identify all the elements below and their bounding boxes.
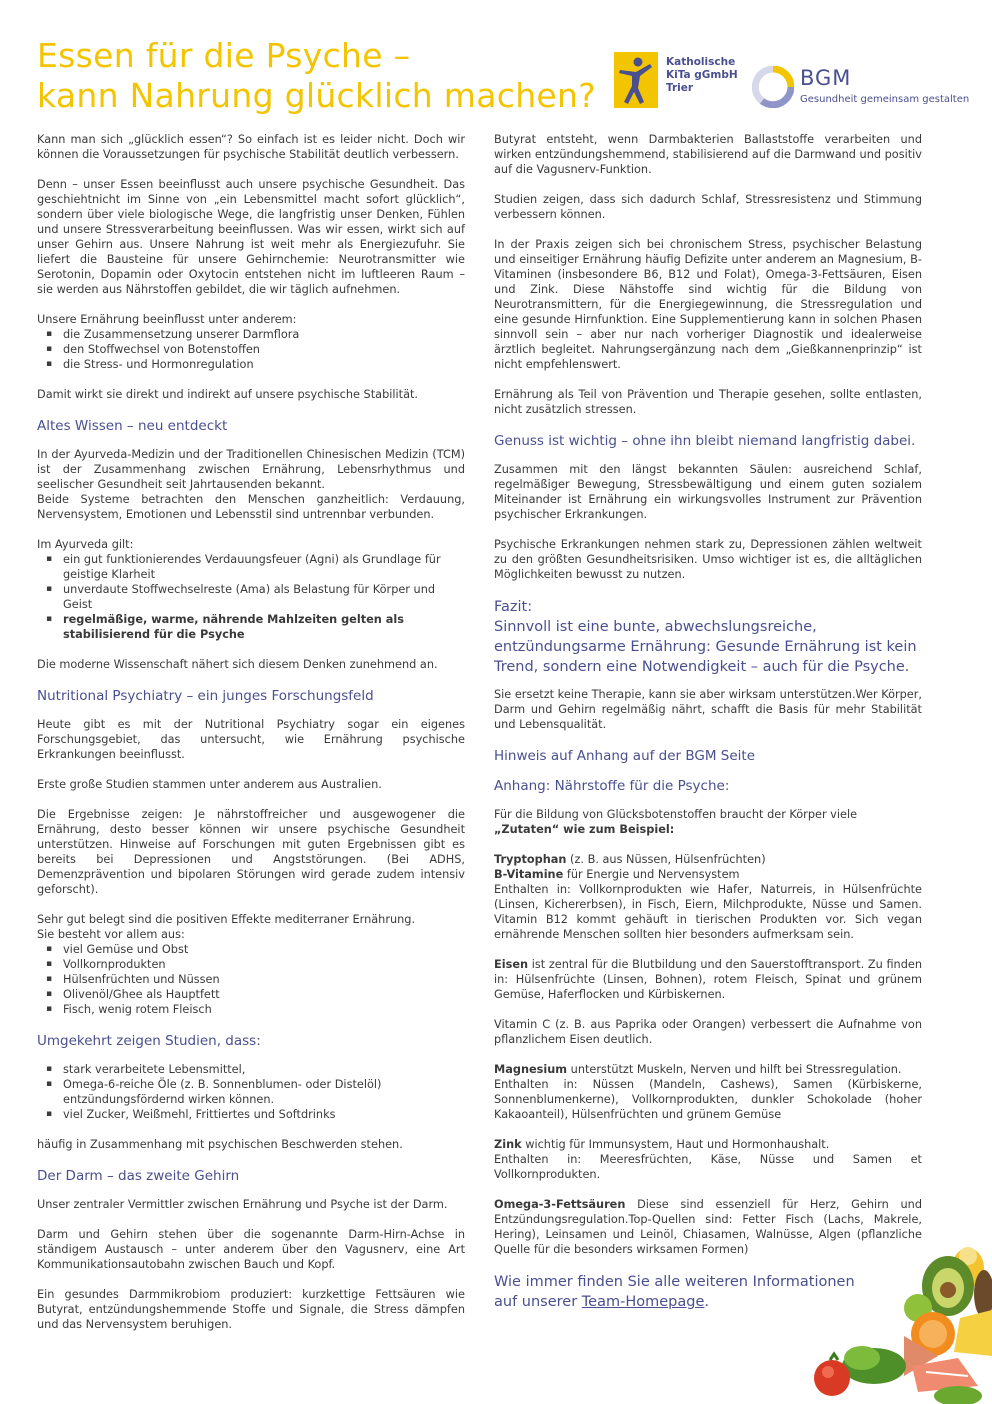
umgekehrt-list [37,1062,465,1122]
list-item: ▪ die Zusammensetzung unserer Darmflora [63,327,465,342]
anhang-intro-text: Für die Bildung von Glücksbotenstoffen braucht der Körper viele [494,808,858,821]
zink-text: wichtig für Immunsystem, Haut und Hormonhaushalt. [521,1138,830,1151]
intro-paragraph-1: Kann man sich „glücklich essen“? So einfach ist es leider nicht. Doch wir können die Voraussetzungen für psychische Stabilität deutlich verbessern. [37,133,465,161]
magnesium-label: Magnesium [494,1063,568,1076]
closing-line-1: Wie immer finden Sie alle weiteren Informationen [494,1274,855,1290]
magnesium-text: unterstützt Muskeln, Nerven und hilft bei Stressregulation. [567,1063,902,1076]
list-item: ▪ Olivenöl/Ghee als Hauptfett [63,987,465,1002]
list-item: ▪ Hülsenfrüchten und Nüssen [63,972,465,987]
praxis-paragraph: In der Praxis zeigen sich bei chronischem Stress, psychischer Belastung und einseitiger Ernährung häufig Defizite unter anderem an Magnesium, B-Vitaminen (insbesondere B6, B12 und Folat), Omega-3-Fettsäuren, Eisen und Zink. Diese Nähstoffe sind wichtig für die Bildung von Neurotransmittern, für die Energiegewinnung, die Stressregulation und eine gesunde Hirnfunktion. Eine Supplementierung kann in solchen Phasen sinnvoll sein – aber nur nach vorheriger Diagnostik und idealerweise ärztlich begleitet. Nahrungsergänzung nach dem „Gießkannenprinzip“ ist nicht empfehlenswert. [494,238,922,371]
list-item: ▪ regelmäßige, warme, nährende Mahlzeiten gelten als stabilisierend für die Psyche [63,612,465,642]
kita-line-2: KiTa gGmbH [666,69,738,81]
heading-nutritional-psychiatry: Nutritional Psychiatry – ein junges Forschungsfeld [37,688,374,704]
bgm-tagline: Gesundheit gemeinsam gestalten [800,94,970,105]
list-item: ▪ den Stoffwechsel von Botenstoffen [63,342,465,357]
fazit-line-1: Sinnvoll ist eine bunte, abwechslungsreiche, [494,619,817,635]
omega3-text: Diese sind essenziell für Herz, Gehirn und Entzündungsregulation.Top-Quellen sind: Fetter Fisch (Lachs, Makrele, Hering), Leinsamen und Leinöl, Chiasamen, Walnüsse, Algen (pflanzliche Quelle für die besonders wirksamen Formen) [494,1198,922,1256]
title-line-1: Essen für die Psyche – [37,36,411,75]
closing-pre: auf unserer [494,1294,582,1310]
influence-list [37,327,465,372]
mediterranean-lead-2: Sie besteht vor allem aus: [37,928,185,941]
darm-paragraph-1: Unser zentraler Vermittler zwischen Ernährung und Psyche ist der Darm. [37,1198,448,1211]
list-item: ▪ die Stress- und Hormonregulation [63,357,465,372]
list-item: ▪ stark verarbeitete Lebensmittel, [63,1062,465,1077]
ayurveda-lead: Im Ayurveda gilt: [37,538,134,551]
magnesium-sources: Enthalten in: Nüssen (Mandeln, Cashews), Samen (Kürbiskerne, Sonnenblumenkerne), Vollkornprodukten, dunkler Schokolade (hoher Kakaoanteil), Hülsenfrüchten und grünem Gemüse [494,1078,922,1121]
bvitamine-text: für Energie und Nervensystem [563,868,740,881]
nutri-paragraph-1: Heute gibt es mit der Nutritional Psychiatry sogar ein eigenes Forschungsgebiet, das untersucht, wie Ernährung psychische Erkrankungen beeinflusst. [37,718,465,761]
studien-paragraph: Studien zeigen, dass sich dadurch Schlaf, Stressresistenz und Stimmung verbessern können. [494,193,922,221]
kita-logo-text [666,56,738,95]
altes-paragraph-2: Beide Systeme betrachten den Menschen ganzheitlich: Verdauung, Nervensystem, Emotionen und Lebensstil sind untrennbar verbunden. [37,493,465,521]
heading-darm: Der Darm – das zweite Gehirn [37,1168,240,1184]
closing-post: . [704,1294,709,1310]
omega3-label: Omega-3-Fettsäuren [494,1198,626,1211]
bvitamine-sources: Enthalten in: Vollkornprodukten wie Hafer, Naturreis, in Hülsenfrüchte (Linsen, Kichererbsen), in Fisch, Eiern, Milchprodukte, Nüsse und Samen. Vitamin B12 kommt gehäuft in tierischen Produkten vor. Sich vegan ernährende Menschen sollten hier besonders aufmerksam sein. [494,883,922,941]
heading-anhang: Anhang: Nährstoffe für die Psyche: [494,778,730,794]
kita-figure-icon [614,52,658,108]
bvitamine-label: B-Vitamine [494,868,564,881]
heading-hinweis: Hinweis auf Anhang auf der BGM Seite [494,748,756,764]
kita-logo [614,52,744,108]
fazit-block [494,597,922,677]
heading-umgekehrt: Umgekehrt zeigen Studien, dass: [37,1033,261,1049]
genuss-paragraph-2: Psychische Erkrankungen nehmen stark zu, Depressionen zählen weltweit zu den größten Gesundheitsrisiken. Umso wichtiger ist es, die alltäglichen Möglichkeiten bewusst zu nutzen. [494,538,922,581]
zink-sources: Enthalten in: Meeresfrüchten, Käse, Nüsse und Samen et Vollkornprodukten. [494,1153,922,1181]
left-column [37,132,465,1347]
ayurveda-list [37,552,465,642]
modern-science: Die moderne Wissenschaft nähert sich diesem Denken zunehmend an. [37,658,438,671]
kita-line-3: Trier [666,82,694,94]
fruit-vegetable-icon [808,1226,992,1404]
genuss-paragraph-1: Zusammen mit den längst bekannten Säulen: ausreichend Schlaf, regelmäßiger Bewegung, Stressbewältigung und einem guten sozialem Miteinander ist Ernährung ein wirkungsvolles Instrument zur Prävention psychischer Erkrankungen. [494,463,922,521]
fazit-line-2: entzündungsarme Ernährung: Gesunde Ernährung ist kein [494,639,917,655]
zink-paragraph [494,1137,922,1182]
fazit-line-3: Trend, sondern eine Notwendigkeit – auch für die Psyche. [494,659,910,675]
vitamin-c-paragraph: Vitamin C (z. B. aus Paprika oder Orangen) verbessert die Aufnahme von pflanzlichem Eisen deutlich. [494,1018,922,1046]
mediterranean-lead-1: Sehr gut belegt sind die positiven Effekte mediterraner Ernährung. [37,913,416,926]
list-item: ▪ viel Zucker, Weißmehl, Frittiertes und Softdrinks [63,1107,465,1122]
intro-paragraph-2: Denn – unser Essen beeinflusst auch unsere psychische Gesundheit. Das geschiehtnicht im Sinne von „ein Lebensmittel macht sofort glücklich“, sondern über viele biologische Wege, die langfristig unser Denken, Fühlen und unsere Stressverarbeitung beeinflussen. Was wir essen, wirkt sich auf unser Gehirn aus. Unsere Nahrung ist weit mehr als Energiezufuhr. Sie liefert die Bausteine für unsere Gehirnchemie: Neurotransmitter wie Serotonin, Dopamin oder Oxytocin entstehen nicht im luftleeren Raum – sie werden aus Nährstoffen gebildet, die wir täglich aufnehmen. [37,178,465,296]
nutri-paragraph-3: Die Ergebnisse zeigen: Je nährstoffreicher und ausgewogener die Ernährung, desto besser können wir unsere psychische Gesundheit unterstützen. Hinweise auf Forschungen mit guten Ergebnissen gibt es bereits bei Depressionen und Angststörungen. (Bei ADHS, Demenzprävention und bipolaren Störungen wird gerade zudem intensiv geforscht). [37,808,465,896]
list-item: ▪ unverdaute Stoffwechselreste (Ama) als Belastung für Körper und Geist [63,582,465,612]
tryptophan-label: Tryptophan [494,853,567,866]
tryptophan-bvitamine [494,852,922,942]
bgm-ring-icon [752,66,794,108]
darm-paragraph-2: Darm und Gehirn stehen über die sogenannte Darm-Hirn-Achse in ständigem Austausch – unter anderem über den Vagusnerv, eine Art Kommunikationsautobahn zwischen Bauch und Kopf. [37,1228,465,1271]
influence-close: Damit wirkt sie direkt und indirekt auf unsere psychische Stabilität. [37,388,419,401]
mediterranean-list [37,942,465,1017]
list-item: ▪ Omega-6-reiche Öle (z. B. Sonnenblumen- oder Distelöl) entzündungsfördernd wirken können. [63,1077,465,1107]
umgekehrt-close: häufig in Zusammenhang mit psychischen Beschwerden stehen. [37,1138,403,1151]
nutri-paragraph-2: Erste große Studien stammen unter anderem aus Australien. [37,778,382,791]
praevention-paragraph: Ernährung als Teil von Prävention und Therapie gesehen, sollte entlasten, nicht zusätzlich stressen. [494,388,922,416]
tryptophan-text: (z. B. aus Nüssen, Hülsenfrüchten) [566,853,766,866]
bgm-name: BGM [800,66,852,90]
anhang-intro [494,807,922,837]
magnesium-paragraph [494,1062,922,1122]
anhang-zutaten: „Zutaten“ wie zum Beispiel: [494,823,675,836]
right-column [494,132,922,1322]
altes-paragraph-1: In der Ayurveda-Medizin und der Traditionellen Chinesischen Medizin (TCM) ist der Zusammenhang zwischen Ernährung, Lebensrhythmus und seelischer Gesundheit seit Jahrtausenden bekannt. [37,448,465,491]
fazit-label: Fazit: [494,599,533,615]
eisen-text: ist zentral für die Blutbildung und den Sauerstofftransport. Zu finden in: Hülsenfrüchte (Linsen, Bohnen), rotem Fleisch, Spinat und grünem Gemüse, Haferflocken und Kürbiskernen. [494,958,922,1001]
title-line-2: kann Nahrung glücklich machen? [37,76,597,115]
butyrat-paragraph: Butyrat entsteht, wenn Darmbakterien Ballaststoffe verarbeiten und wirken entzündungshemmend, stabilisierend auf die Darmwand und positiv auf die Vagusnerv-Funktion. [494,133,922,176]
therapie-paragraph: Sie ersetzt keine Therapie, kann sie aber wirksam unterstützen.Wer Körper, Darm und Gehirn regelmäßig nährt, schafft die Basis für mehr Stabilität und Lebensqualität. [494,688,922,731]
darm-paragraph-3: Ein gesundes Darmmikrobiom produziert: kurzkettige Fettsäuren wie Butyrat, entzündungshemmende Stoffe und Signale, die Stress dämpfen und das Nervensystem beruhigen. [37,1288,465,1331]
zink-label: Zink [494,1138,522,1151]
eisen-paragraph [494,957,922,1002]
heading-altes-wissen: Altes Wissen – neu entdeckt [37,418,228,434]
list-item: ▪ ein gut funktionierendes Verdauungsfeuer (Agni) als Grundlage für geistige Klarheit [63,552,465,582]
list-item: ▪ Vollkornprodukten [63,957,465,972]
list-item: ▪ Fisch, wenig rotem Fleisch [63,1002,465,1017]
bgm-logo [752,66,970,112]
page-title [37,36,596,116]
list-item: ▪ viel Gemüse und Obst [63,942,465,957]
heading-genuss: Genuss ist wichtig – ohne ihn bleibt niemand langfristig dabei. [494,433,916,449]
kita-line-1: Katholische [666,56,736,68]
team-homepage-link[interactable]: Team-Homepage [581,1294,705,1310]
eisen-label: Eisen [494,958,529,971]
influence-lead: Unsere Ernährung beeinflusst unter anderem: [37,313,297,326]
